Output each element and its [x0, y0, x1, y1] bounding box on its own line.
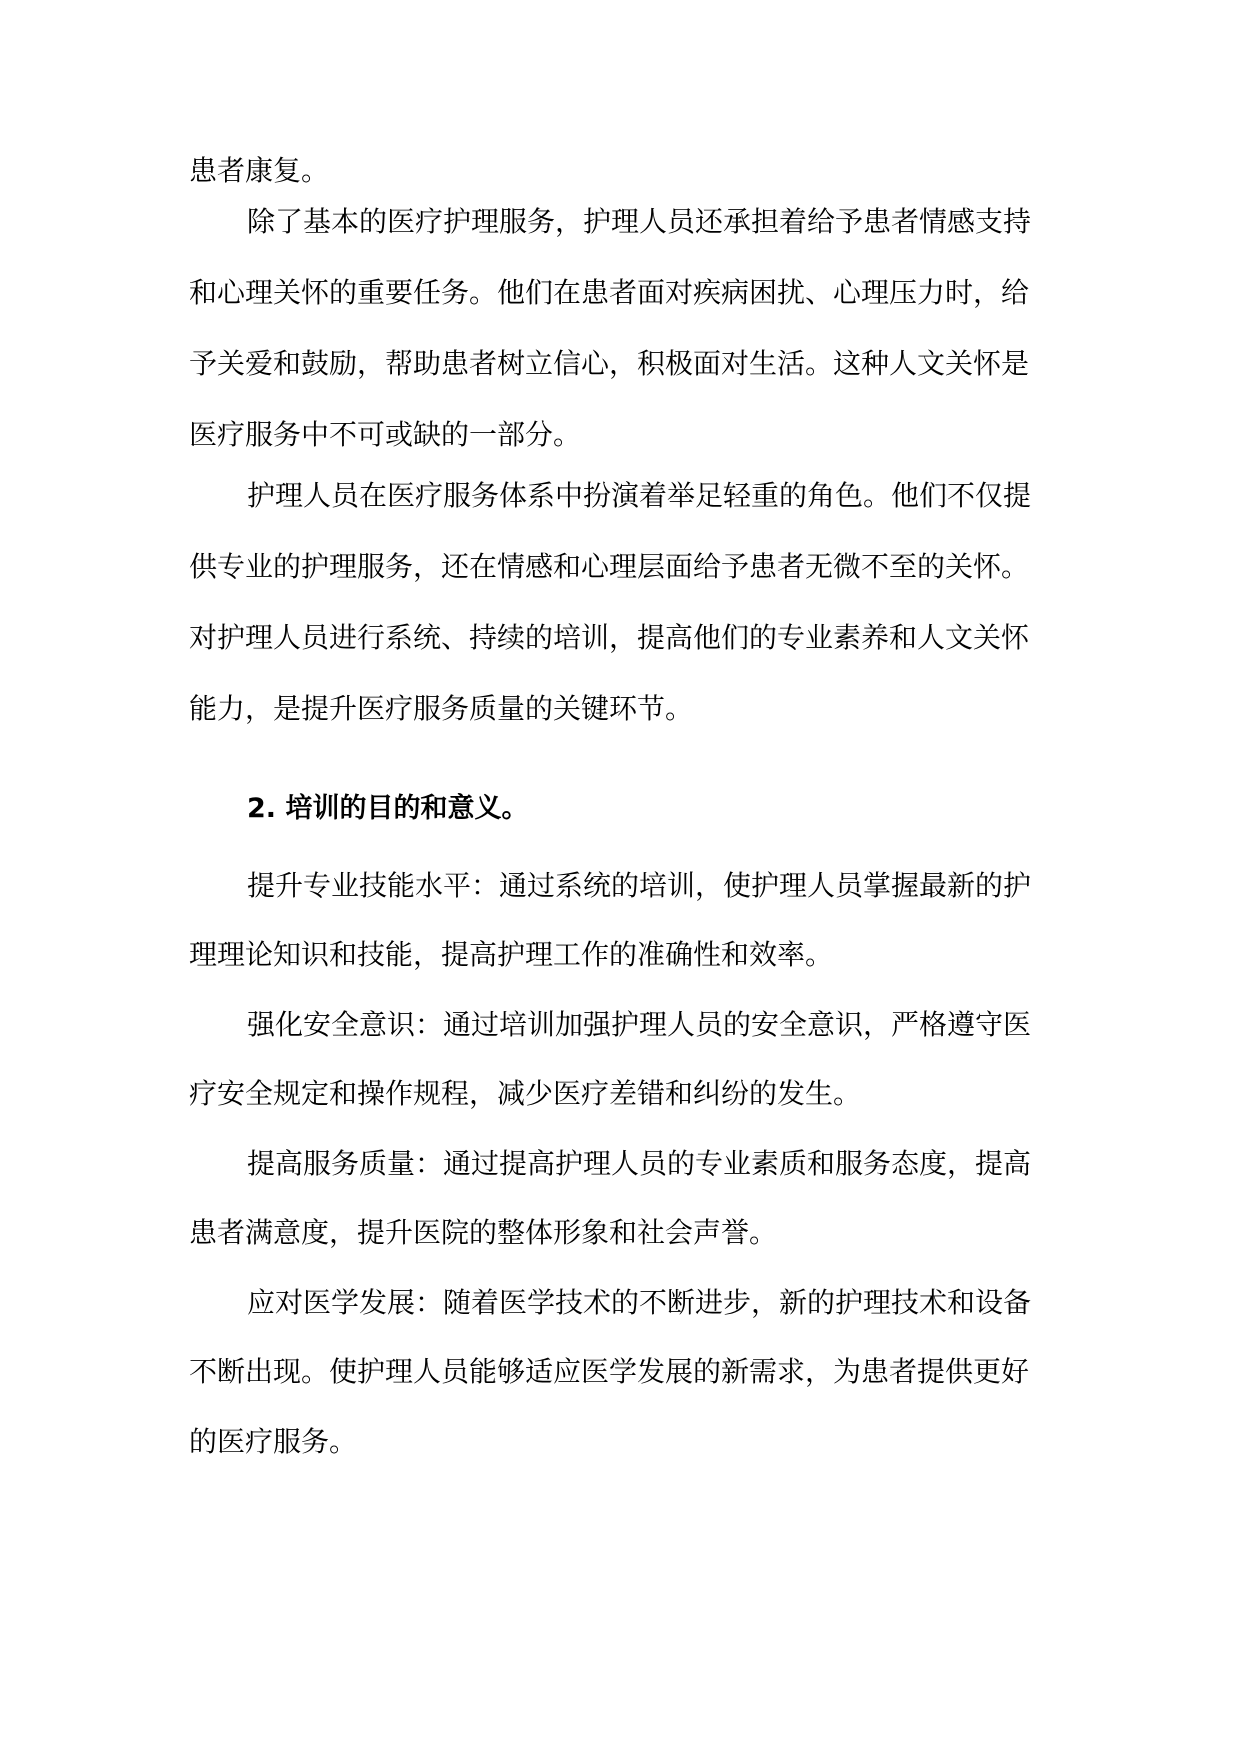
paragraph-start-line: 强化安全意识：通过培训加强护理人员的安全意识，严格遵守医 [247, 1008, 1032, 1041]
section-heading: 2. 培训的目的和意义。 [247, 793, 529, 824]
text-line: 供专业的护理服务，还在情感和心理层面给予患者无微不至的关怀。 [189, 550, 1030, 583]
text-line: 患者满意度，提升医院的整体形象和社会声誉。 [189, 1216, 778, 1249]
paragraph-start-line: 提高服务质量：通过提高护理人员的专业素质和服务态度，提高 [247, 1147, 1032, 1180]
text-line: 能力，是提升医疗服务质量的关键环节。 [189, 692, 694, 725]
paragraph-start-line: 除了基本的医疗护理服务，护理人员还承担着给予患者情感支持 [247, 205, 1032, 238]
text-line: 理理论知识和技能，提高护理工作的准确性和效率。 [189, 938, 834, 971]
text-line: 和心理关怀的重要任务。他们在患者面对疾病困扰、心理压力时，给 [189, 276, 1030, 309]
text-line: 予关爱和鼓励，帮助患者树立信心，积极面对生活。这种人文关怀是 [189, 347, 1030, 380]
paragraph-start-line: 应对医学发展：随着医学技术的不断进步，新的护理技术和设备 [247, 1286, 1032, 1319]
text-line: 不断出现。使护理人员能够适应医学发展的新需求，为患者提供更好 [189, 1355, 1030, 1388]
paragraph-start-line: 护理人员在医疗服务体系中扮演着举足轻重的角色。他们不仅提 [247, 479, 1032, 512]
paragraph-start-line: 提升专业技能水平：通过系统的培训，使护理人员掌握最新的护 [247, 869, 1032, 902]
text-line: 对护理人员进行系统、持续的培训，提高他们的专业素养和人文关怀 [189, 621, 1030, 654]
text-line: 医疗服务中不可或缺的一部分。 [189, 418, 582, 451]
text-line: 的医疗服务。 [189, 1425, 358, 1458]
text-line: 患者康复。 [189, 154, 330, 187]
text-line: 疗安全规定和操作规程，减少医疗差错和纠纷的发生。 [189, 1077, 862, 1110]
